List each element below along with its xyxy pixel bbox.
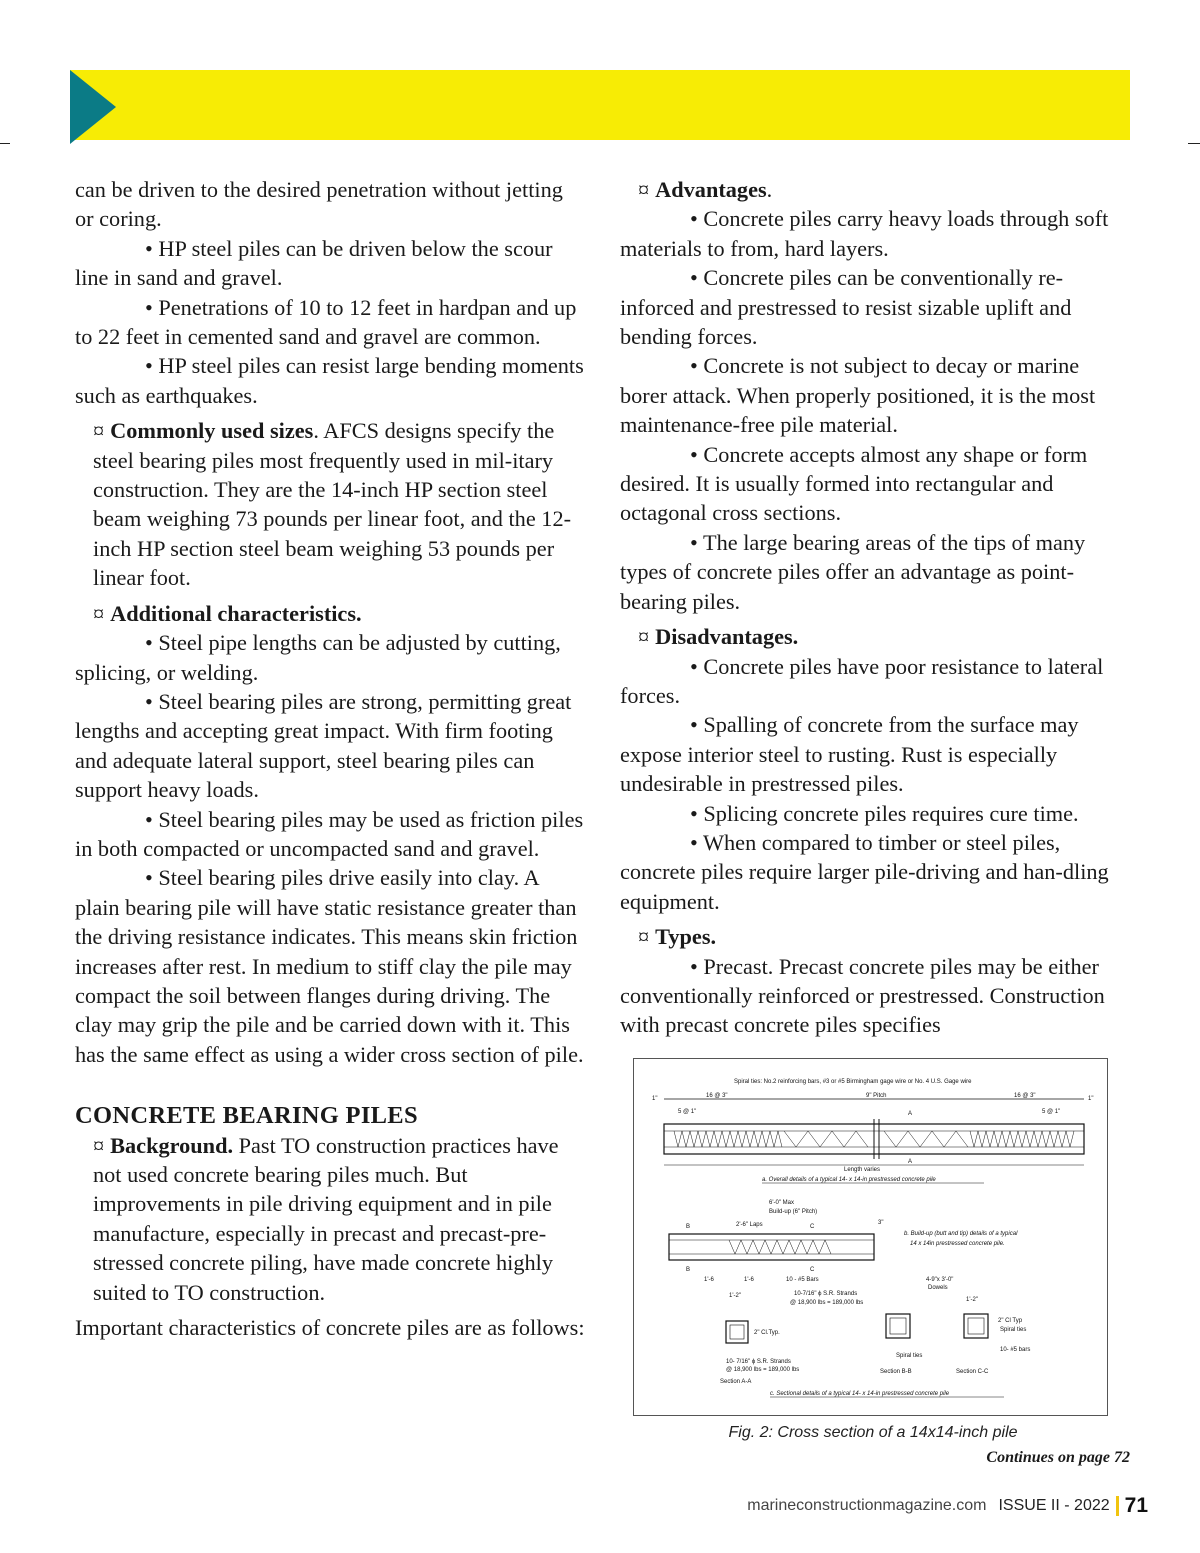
bullet-item: • Precast. Precast concrete piles may be either conventionally reinforced or prestressed. Construction with precast concrete piles specifies [620,953,1105,1038]
site-url: marineconstructionmagazine.com [747,1497,987,1514]
bullet-item: • Concrete accepts almost any shape or form desired. It is usually formed into rectangular and octagonal cross sections. [620,441,1088,526]
fig-label: 16 @ 3" [1014,1093,1036,1099]
bullet-item: • Penetrations of 10 to 12 feet in hardpan and up to 22 feet in cemented sand and gravel are common. [75,294,577,350]
header-banner [70,70,1130,140]
bullet-item: • HP steel piles can be driven below the scour line in sand and gravel. [75,235,553,291]
marker-icon: ¤ [93,600,105,626]
advantages-heading [620,175,1130,204]
bullet-item: • HP steel piles can resist large bending moments such as earthquakes. [75,353,584,408]
fig-label: A [908,1111,913,1117]
fig-label: Section C-C [956,1369,989,1375]
bullet-item: • Spalling of concrete from the surface may expose interior steel to rusting. Rust is especially undesirable in prestressed piles. [620,712,1079,797]
subhead-advantages: Advantages [655,177,767,202]
issue-label: ISSUE II - 2022 [998,1497,1110,1514]
marker-icon: ¤ [638,624,650,650]
punctuation: . [766,177,773,202]
paragraph: Important characteristics of concrete piles are as follows: [75,1315,585,1341]
fig-label: 1'-6 [704,1277,714,1283]
marker-icon: ¤ [93,418,105,444]
right-column [620,175,1130,1040]
fig-label: C [810,1224,815,1230]
bullet-item: • Steel pipe lengths can be adjusted by cutting, splicing, or welding. [75,630,561,685]
fig-label: 10- #5 bars [1000,1347,1031,1353]
figure-caption: Fig. 2: Cross section of a 14x14-inch pile [728,1424,1018,1441]
fig-label: 4-9"x 3'-0" [926,1277,954,1283]
bullet-item: • Concrete piles carry heavy loads through soft materials to from, hard layers. [620,206,1109,261]
subhead-sizes: Commonly used sizes [110,418,314,444]
fig-label: B [686,1267,691,1273]
fig-caption-a: a. Overall details of a typical 14- x 14-in prestressed concrete pile [762,1177,936,1183]
marker-icon: ¤ [638,924,650,950]
header-rule-left [0,143,10,144]
sizes-paragraph [75,416,585,592]
fig-label: Section A-A [720,1379,752,1385]
fig-label: 2" Cl.Typ. [754,1330,780,1336]
background-paragraph [75,1131,585,1307]
subhead-background: Background. [110,1132,234,1158]
fig-label: 2" Cl Typ [998,1318,1023,1324]
fig-label: C [810,1267,815,1273]
left-column [75,175,585,1342]
subhead-additional: Additional characteristics. [110,600,362,626]
section-title: CONCRETE BEARING PILES [75,1102,418,1130]
fig-label: 16 @ 3" [706,1093,728,1099]
fig-label: Spiral ties [896,1353,923,1359]
fig-label: Section B-B [880,1369,912,1375]
fig-caption-c: c. Sectional details of a typical 14- x 14-in prestressed concrete pile [770,1391,950,1397]
fig-label: 9" Pitch [866,1093,887,1099]
subhead-disadvantages: Disadvantages. [655,624,799,650]
fig-label: @ 18,900 lbs = 189,000 lbs [726,1367,800,1373]
pile-diagram [634,1059,1107,1415]
header-rule-right [1188,143,1200,144]
figure-pile-drawing [633,1058,1108,1416]
fig-label: 1'-2" [966,1297,978,1303]
fig-label: Spiral ties: No.2 reinforcing bars, #3 or #5 Birmingham gage wire or No. 4 U.S. Gage wire [734,1079,972,1085]
fig-label: 5 @ 1" [1042,1109,1061,1115]
addl-heading [75,599,585,628]
fig-caption-b: b. Build-up (butt and tip) details of a typical [904,1231,1018,1237]
subhead-types: Types. [655,924,717,950]
fig-label: 1" [1088,1096,1094,1102]
page-number: 71 [1124,1494,1148,1517]
fig-label: 1'-6 [744,1277,754,1283]
fig-caption-b: 14 x 14in prestressed concrete pile. [910,1241,1005,1247]
bullet-item: • The large bearing areas of the tips of many types of concrete piles offer an advantage as point-bearing piles. [620,529,1086,614]
fig-label: 10 - #5 Bars [786,1277,819,1283]
fig-label: B [686,1224,691,1230]
bullet-item: • Concrete piles have poor resistance to lateral forces. [620,653,1104,708]
banner-arrow-icon [70,70,116,144]
sizes-text: . AFCS designs specify the steel bearing piles most frequently used in mil-itary construction. They are the 14-inch HP section steel beam weighing 73 pounds per linear foot, and the 12-inch HP section steel beam weighing 53 pounds per linear foot. [93,418,572,591]
fig-label: 1" [652,1096,658,1102]
footer-divider [1116,1496,1119,1516]
bullet-item: • When compared to timber or steel piles, concrete piles require larger pile-driving and han-dling equipment. [620,829,1109,914]
fig-label: A [908,1159,913,1165]
bullet-item: • Concrete piles can be conventionally re-inforced and prestressed to resist sizable uplift and bending forces. [620,265,1072,350]
types-heading [620,922,1130,951]
fig-label: Build-up (6" Pitch) [769,1209,818,1215]
marker-icon: ¤ [93,1132,105,1158]
fig-label: 5 @ 1" [678,1109,697,1115]
background-text: Past TO construction practices have not used concrete bearing piles much. But improvements in pile driving equipment and in pile manufacture, especially in precast and precast-pre-stressed concrete piling, have made concrete highly suited to TO construction. [93,1132,559,1305]
bullet-item: • Concrete is not subject to decay or marine borer attack. When properly positioned, it is the most maintenance-free pile material. [620,353,1096,438]
fig-label: 10- 7/16" ϕ S.R. Strands [726,1359,791,1365]
fig-label: 1'-2" [729,1293,741,1299]
fig-label: 3" [878,1220,884,1226]
disadvantages-heading [620,622,1130,651]
bullet-item: • Steel bearing piles are strong, permitting great lengths and accepting great impact. With firm footing and adequate lateral support, steel bearing piles can support heavy loads. [75,688,572,803]
paragraph: can be driven to the desired penetration without jetting or coring. [75,177,563,232]
continues-link: Continues on page 72 [986,1449,1130,1466]
bullet-item: • Splicing concrete piles requires cure time. [690,800,1079,826]
bullet-item: • Steel bearing piles drive easily into clay. A plain bearing pile will have static resistance greater than the driving resistance indicates. This means skin friction increases after rest. In medium to stiff clay the pile may compact the soil between flanges during driving. The clay may grip the pile and be carried down with it. This has the same effect as using a wider cross section of pile. [75,865,584,1067]
fig-label: Length varies [844,1167,881,1173]
fig-label: 2'-6" Laps [736,1222,763,1228]
bullet-item: • Steel bearing piles may be used as friction piles in both compacted or uncompacted sand and gravel. [75,806,584,861]
fig-label: 6'-0" Max [769,1200,794,1206]
fig-label: @ 18,900 lbs = 189,000 lbs [790,1300,864,1306]
fig-label: Spiral ties [1000,1327,1027,1333]
page-footer [747,1494,1148,1518]
fig-label: Dowels [928,1285,948,1291]
marker-icon: ¤ [638,177,650,202]
fig-label: 10-7/16" ϕ S.R. Strands [794,1291,858,1297]
